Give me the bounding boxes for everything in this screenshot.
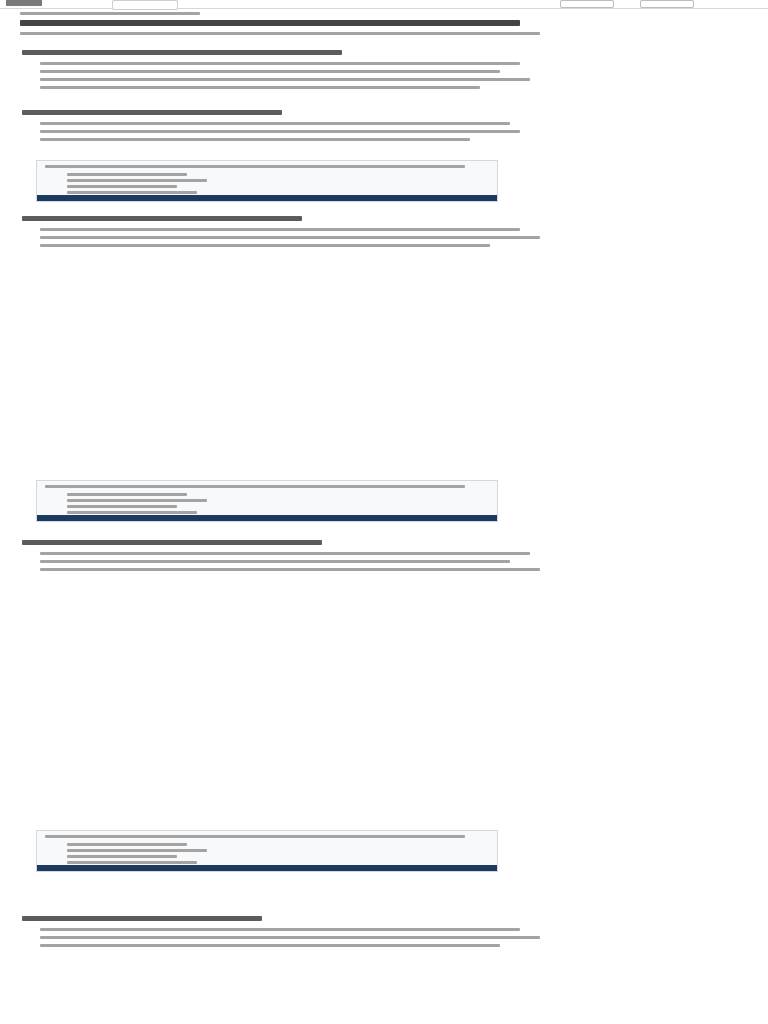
quiz-submit-button[interactable] — [37, 865, 497, 871]
quiz-question — [45, 165, 465, 168]
section-heading-2 — [22, 110, 282, 115]
site-header — [0, 0, 768, 9]
list-item — [40, 560, 510, 563]
list-item — [40, 138, 470, 141]
list-item — [40, 130, 520, 133]
quiz-option[interactable] — [67, 499, 207, 502]
section-heading-1 — [22, 50, 342, 55]
header-button-2[interactable] — [640, 0, 694, 8]
list-item — [40, 944, 500, 947]
header-button-1[interactable] — [560, 0, 614, 8]
quiz-option[interactable] — [67, 511, 197, 514]
list-item — [40, 122, 510, 125]
list-item — [40, 86, 480, 89]
quiz-option[interactable] — [67, 179, 207, 182]
quiz-option[interactable] — [67, 843, 187, 846]
quiz-submit-button[interactable] — [37, 195, 497, 201]
quiz-submit-button[interactable] — [37, 515, 497, 521]
intro-text — [20, 32, 540, 35]
list-item — [40, 244, 490, 247]
quiz-box-1 — [36, 160, 498, 202]
article — [0, 10, 768, 1024]
list-item — [40, 62, 520, 65]
quiz-question — [45, 835, 465, 838]
list-item — [40, 936, 540, 939]
quiz-option[interactable] — [67, 505, 177, 508]
section-heading-3 — [22, 216, 302, 221]
quiz-option[interactable] — [67, 849, 207, 852]
list-item — [40, 568, 540, 571]
quiz-option[interactable] — [67, 191, 197, 194]
quiz-option[interactable] — [67, 173, 187, 176]
quiz-option[interactable] — [67, 185, 177, 188]
quiz-option[interactable] — [67, 861, 197, 864]
section-heading-5 — [22, 916, 262, 921]
list-item — [40, 228, 520, 231]
list-item — [40, 928, 520, 931]
page-title — [20, 20, 520, 26]
quiz-option[interactable] — [67, 493, 187, 496]
quiz-option[interactable] — [67, 855, 177, 858]
breadcrumb — [20, 12, 200, 15]
quiz-box-2 — [36, 480, 498, 522]
search-input[interactable] — [112, 0, 178, 10]
list-item — [40, 552, 530, 555]
quiz-question — [45, 485, 465, 488]
section-heading-4 — [22, 540, 322, 545]
list-item — [40, 70, 500, 73]
list-item — [40, 236, 540, 239]
site-logo[interactable] — [6, 0, 42, 6]
list-item — [40, 78, 530, 81]
quiz-box-3 — [36, 830, 498, 872]
